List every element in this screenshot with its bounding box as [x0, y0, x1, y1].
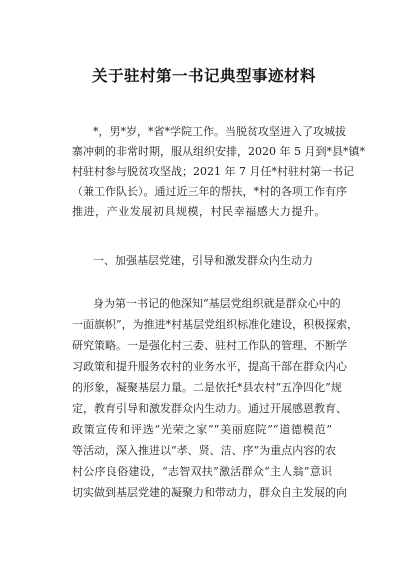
paragraph-line: 的形象，凝聚基层力量。二是依托*县农村“五净四化”规: [72, 381, 342, 394]
paragraph-line: 研究策略。一是强化村三委、驻村工作队的管理、不断学: [72, 339, 347, 352]
paragraph-line: （兼工作队长）。通过近三年的帮扶，*村的各项工作有序: [72, 185, 347, 198]
paragraph-line: 寨冲刺的非常时期，服从组织安排，2020 年 5 月到*县*镇*: [72, 145, 365, 158]
paragraph-line: *，男*岁，*省*学院工作。当脱贫攻坚进入了攻城拔: [93, 125, 346, 138]
paragraph-line: 推进，产业发展初具规模，村民幸福感大力提升。: [72, 205, 327, 218]
paragraph-line: 切实做到基层党建的凝聚力和带动力，群众自主发展的向: [72, 486, 347, 499]
paragraph-line: 政策宣传和评选“光荣之家”“美丽庭院”“道德模范”: [72, 423, 332, 436]
paragraph-line: 一面旗帜”，为推进*村基层党组织标准化建设，积极探索，: [72, 318, 359, 331]
paragraph-line: 等活动，深入推进以“孝、贤、洁、序”为重点内容的农: [72, 444, 337, 457]
paragraph-line: 身为第一书记的他深知“基层党组织就是群众心中的: [93, 297, 341, 310]
section-heading: 一、加强基层党建，引导和激发群众内生动力: [93, 254, 313, 267]
paragraph-line: 村公序良俗建设，“志智双扶”激活群众“主人翁”意识: [72, 465, 332, 478]
paragraph-line: 村驻村参与脱贫攻坚战；2021 年 7 月任*村驻村第一书记: [72, 165, 354, 178]
paragraph-line: 习政策和提升服务农村的业务水平，提高干部在群众内心: [72, 360, 347, 373]
paragraph-line: 定，教育引导和激发群众内生动力。通过开展感恩教育、: [72, 402, 347, 415]
document-title: 关于驻村第一书记典型事迹材料: [91, 67, 316, 85]
